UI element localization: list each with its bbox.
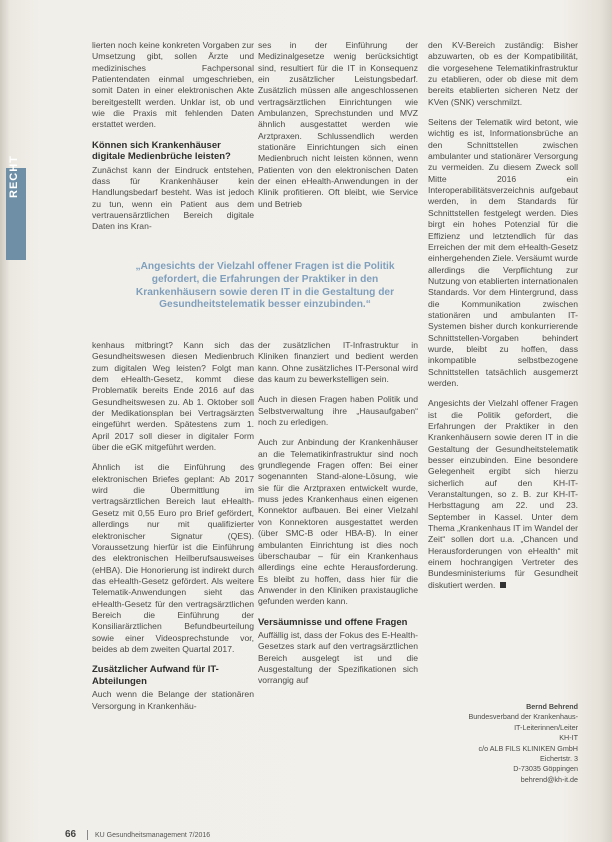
section-heading: Zusätzlicher Aufwand für IT-Abteilungen	[92, 664, 219, 687]
column-1-top	[92, 40, 254, 242]
paragraph: ses in der Einführung der Medizinalgesetze wenig berücksichtigt sind, resultiert für die IT in Konsequenz ein zusätzlicher Leistungsbedarf. Zusätzlich müssen alle angeschlossenen vertragsärztlichen Einrichtungen wie Ambulanzen, Sprechstunden und MVZ ähnlich ausgestattet werden wie Arztpraxen. Schlussendlich werden stationäre Einrichtungen sich einen Medienbruch nicht leisten können, wenn Patienten von den elektronischen Daten der einen eHealth-Anwendungen in der Klinik profitieren. Oft bleibt, wie Service und Betrieb	[258, 40, 418, 209]
paragraph: Ähnlich ist die Einführung des elektronischen Briefes geplant: Ab 2017 wird die Übermittlung im vertragsärztlichen Bereich laut eHealth-Gesetz mit 0,55 Euro pro Brief gefördert, allerdings nur mit qualifizierter elektronischer Signatur (QES). Voraussetzung hierfür ist die Einführung des elektronischen Heilberufsausweises (eHBA). Die Honorierung ist indirekt durch das eHealth-Gesetz gefördert. Als weitere Telematik-Anwendungen sieht das eHealth-Gesetz für den vertragsärztlichen Bereich die Einführung der Konsiliarärztlichen Befundbeurteilung sowie einer Videosprechstunde vor, beides ab dem zweiten Quartal 2017.	[92, 462, 254, 654]
paragraph: den KV-Bereich zuständig: Bisher abzuwarten, ob es der Kompatibilität, die vorgesehene Telematikinfrastruktur zu etablieren, oder ob diese mit dem bereits etablierten sicheren Netz der KVen (SNK) verschmilzt.	[428, 40, 578, 107]
column-2-bottom	[258, 340, 418, 696]
author-email: behrend@kh-it.de	[520, 774, 578, 784]
author-org: Bundesverband der Krankenhaus-	[468, 712, 578, 722]
author-street: Eichertstr. 3	[540, 754, 578, 764]
paragraph: Auch in diesen Fragen haben Politik und Selbstverwaltung ihre „Hausaufgaben“ noch zu erledigen.	[258, 394, 418, 428]
section-tab-label: RECHT	[8, 155, 20, 198]
pull-quote-text: „Angesichts der Vielzahl offener Fragen ist die Politik gefordert, die Erfahrungen der Praktiker in den Krankenhäusern sowie deren IT in die Gestaltung der Gesundheitstelematik besser einzubinden.“	[135, 261, 395, 311]
paragraph: lierten noch keine konkreten Vorgaben zur Umsetzung gibt, sollen Ärzte und medizinisches Fachpersonal Patientendaten einmal umgeschrieben, somit Daten in einer elektronischen Akte bereitgestellt werden. Unklar ist, ob und wie die Praxis mit fehlenden Daten erstattet werden.	[92, 40, 254, 130]
paragraph: Auch wenn die Belange der stationären Versorgung in Krankenhäu-	[92, 689, 254, 711]
column-1-bottom	[92, 340, 254, 721]
section-heading: Versäumnisse und offene Fragen	[258, 616, 408, 628]
publication-name: KU Gesundheitsmanagement 7/2016	[95, 832, 211, 839]
end-mark-icon	[500, 582, 506, 588]
author-city: D-73035 Göppingen	[513, 764, 578, 774]
paragraph-text: Angesichts der Vielzahl offener Fragen ist die Politik gefordert, die Erfahrungen der Praktiker in den Krankenhäusern sowie deren IT in die Gestaltung der Gesundheitstelematik besser einzubinden. Eine besondere Gelegenheit ergibt sich hierzu sicherlich auf den KH-IT-Veranstaltungen, so z. B. zur KH-IT-Herbsttagung am 22. und 23. September in Kassel. Unter dem Thema „Krankenhaus IT im Wandel der Zeit“ sollen dort u.a. „Chancen und Herausforderungen von eHealth“ mit einem hochrangigen Vertreter des Bundesministeriums für Gesundheit diskutiert werden.	[428, 398, 578, 590]
paragraph	[428, 398, 578, 591]
author-name: Bernd Behrend	[526, 702, 578, 711]
author-address: c/o ALB FILS KLINIKEN GmbH	[478, 743, 578, 753]
footer-divider	[87, 830, 88, 840]
pull-quote	[125, 261, 405, 312]
column-3	[428, 40, 578, 600]
paragraph: kenhaus mitbringt? Kann sich das Gesundheitswesen diesen Medienbruch zum digitalen Weg leisten? Folgt man dem eHealth-Gesetz, kommt diese Problematik bereits Ende 2016 auf das Gesundheitswesen zu. Ab 1. Oktober soll der Medikationsplan bei Vertragsärzten eingeführt werden. Spätestens zum 1. April 2017 soll dieser in digitaler Form über die eGK mitgeführt werden.	[92, 340, 254, 453]
paragraph: Auffällig ist, dass der Fokus des E-Health-Gesetzes stark auf den vertragsärztlichen Bereich ausgelegt ist und die Ausgestaltung der Spezifikationen sich vorrangig auf	[258, 630, 418, 686]
paragraph: Auch zur Anbindung der Krankenhäuser an die Telematikinfrastruktur sind noch grundlegende Fragen offen: Bei einer sogenannten Stand-alone-Lösung, wie sie für die Arztpraxen entwickelt wurde, muss jedes Krankenhaus einen eigenen Konnektor aufbauen. Bei einer Vielzahl von Konnektoren ausgestattet werden (über SMC-B oder HBA-B). In einer ambulanten Einrichtung ist dies noch überschaubar – für ein Krankenhaus allerdings eine echte Herausforderung. Es bleibt zu hoffen, dass hier für die Anwender in den Kliniken praxistaugliche gefunden werden kann.	[258, 437, 418, 607]
paragraph: der zusätzlichen IT-Infrastruktur in Kliniken finanziert und bedient werden kann. Ohne zusätzliches IT-Personal wird das kaum zu bewerkstelligen sein.	[258, 340, 418, 385]
author-signature	[430, 702, 578, 785]
paragraph: Seitens der Telematik wird betont, wie wichtig es ist, Informationsbrüche an den Schnittstellen zwischen ambulanter und stationärer Versorgung zu vermeiden. Zu diesem Zweck soll Mitte 2016 ein Interoperabilitätsverzeichnis aufgebaut werden, in dem Standards für Schnittstellen festgelegt werden. Dies birgt ein hohes Potenzial für die Effizienz und letztendlich für das Erreichen der mit dem eHealth-Gesetz einhergehenden Ziele. Versäumt wurde allerdings die Verpflichtung zur Nutzung von etablierten internationalen Standards. Vor dem Hintergrund, dass die Kommunikation zwischen stationären und ambulanten IT-Systemen bisher durch konkurrierende Schnittstellen-Vorgaben behindert wurde, bleibt zu hoffen, dass inkompatible selbstbezogene Schnittstellen tatsächlich ausgemerzt werden.	[428, 117, 579, 388]
section-tab	[6, 155, 26, 260]
page-number: 66	[65, 829, 77, 840]
author-org: KH-IT	[559, 733, 578, 743]
column-2-top	[258, 40, 418, 219]
section-heading: Können sich Krankenhäuser digitale Medienbrüche leisten?	[92, 139, 231, 163]
paragraph: Zunächst kann der Eindruck entstehen, dass für Krankenhäuser kein Handlungsbedarf besteht. Was ist jedoch zu tun, wenn ein Patient aus dem vertrauensärztlichen Bereich digitale Daten ins Kran-	[92, 164, 254, 232]
author-org: IT-Leiterinnen/Leiter	[514, 722, 578, 732]
